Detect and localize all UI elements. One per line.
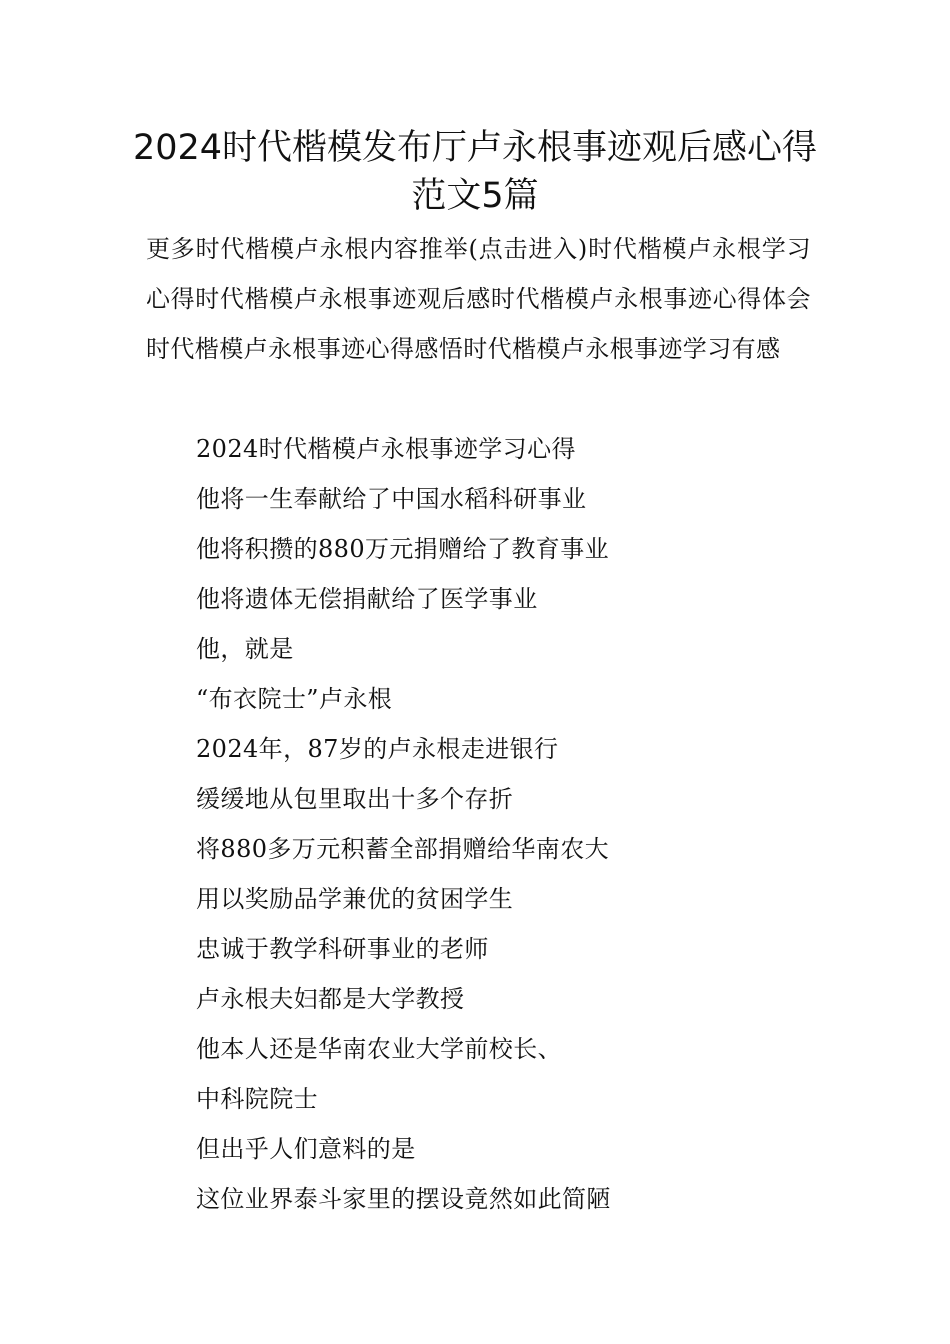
body-line: 卢永根夫妇都是大学教授 [196, 985, 465, 1013]
document-title: 2024时代楷模发布厅卢永根事迹观后感心得范文5篇 [132, 128, 818, 216]
intro-paragraph: 更多时代楷模卢永根内容推举(点击进入)时代楷模卢永根学习心得时代楷模卢永根事迹观后感时代楷模卢永根事迹心得体会时代楷模卢永根事迹心得感悟时代楷模卢永根事迹学习有感 [146, 235, 811, 363]
body-line: 他将积攒的880万元捐赠给了教育事业 [196, 535, 610, 563]
body-line: “布衣院士”卢永根 [196, 685, 393, 713]
body-line: 缓缓地从包里取出十多个存折 [196, 785, 514, 813]
body-line: 他，就是 [196, 635, 294, 663]
body-line: 他将一生奉献给了中国水稻科研事业 [196, 485, 587, 513]
body-line: 但出乎人们意料的是 [196, 1135, 416, 1163]
body-line: 2024年，87岁的卢永根走进银行 [196, 735, 559, 763]
body-line: 忠诚于教学科研事业的老师 [196, 935, 489, 963]
body-line: 中科院院士 [196, 1085, 318, 1113]
body-line: 用以奖励品学兼优的贫困学生 [196, 885, 514, 913]
body-line: 他将遗体无偿捐献给了医学事业 [196, 585, 538, 613]
body-lines [196, 424, 836, 1224]
body-line: 这位业界泰斗家里的摆设竟然如此简陋 [196, 1185, 611, 1213]
body-line: 将880多万元积蓄全部捐赠给华南农大 [196, 835, 610, 863]
body-line: 2024时代楷模卢永根事迹学习心得 [196, 435, 576, 463]
body-line: 他本人还是华南农业大学前校长、 [196, 1035, 562, 1063]
